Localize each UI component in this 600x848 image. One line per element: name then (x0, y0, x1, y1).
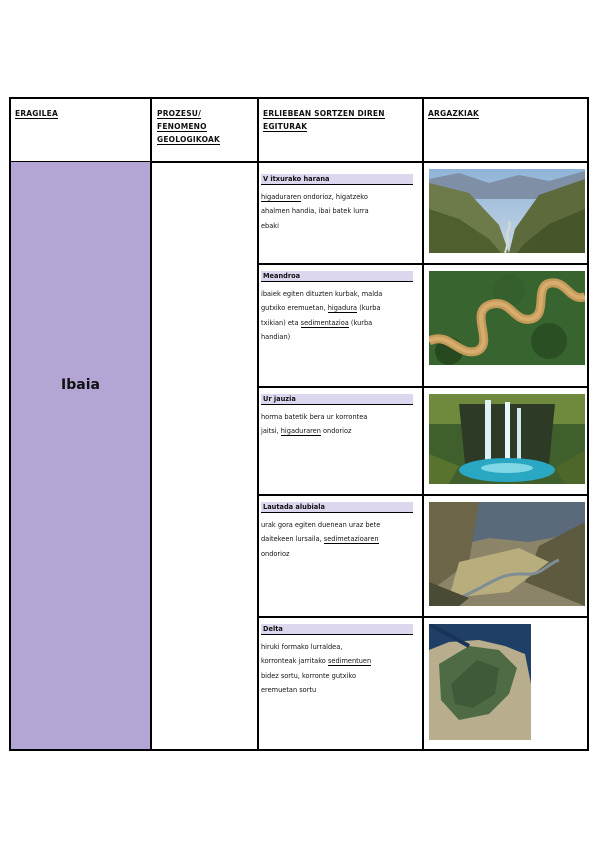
v-shaped-valley-photo (429, 169, 585, 253)
geology-table (9, 97, 589, 751)
underlined-term: higaduraren (261, 192, 302, 201)
description-text: (kurba (348, 318, 373, 327)
description-text: hiruki formako lurraldea, (261, 642, 343, 651)
underlined-term: sedimentazioa (300, 318, 349, 327)
meander-photo (429, 271, 585, 365)
structure-description (261, 518, 419, 562)
description-line (261, 301, 419, 316)
description-text: ibaiek egiten dituzten kurbak, malda (261, 289, 383, 298)
underlined-term: sedimentuen (327, 657, 372, 665)
structure-description (261, 410, 419, 439)
description-text: ondorioz (261, 549, 290, 558)
structure-title: Meandroa (261, 271, 413, 282)
description-line (261, 518, 419, 533)
row-divider (257, 494, 587, 496)
description-line (261, 532, 419, 547)
description-text: gutxiko eremuetan, (261, 304, 328, 312)
structure-title: V itxurako harana (261, 174, 413, 185)
header-agent: ERAGILEA (15, 109, 58, 118)
column-divider (150, 99, 152, 749)
row-structure (261, 500, 419, 561)
description-text: ondorioz, higatzeko (301, 192, 368, 201)
structure-description (261, 287, 419, 345)
description-line (261, 219, 419, 234)
structure-title: Lautada alubiala (261, 502, 413, 513)
description-text: daitekeen lursaila, (261, 535, 324, 543)
row-divider (257, 263, 587, 265)
description-line (261, 669, 419, 684)
structure-title: Ur jauzia (261, 394, 413, 405)
description-text: horma batetik bera ur korrontea (261, 412, 368, 421)
description-text: (kurba (357, 304, 381, 312)
description-line (261, 683, 419, 698)
description-line (261, 190, 419, 205)
description-line (261, 424, 419, 439)
underlined-term: higaduraren (280, 427, 321, 435)
description-line (261, 316, 419, 331)
underlined-term: higadura (327, 304, 358, 312)
agent-label: Ibaia (61, 377, 100, 393)
description-text: jaitsi, (261, 427, 281, 435)
description-line (261, 330, 419, 345)
row-divider (257, 386, 587, 388)
description-text: bidez sortu, korronte gutxiko (261, 671, 356, 680)
row-structure (261, 269, 419, 345)
description-line (261, 654, 419, 669)
waterfall-photo (429, 394, 585, 484)
column-divider (422, 99, 424, 749)
column-divider (257, 99, 259, 749)
description-text: ebaki (261, 221, 279, 230)
description-line (261, 204, 419, 219)
description-text: ahalmen handia, ibai batek lurra (261, 207, 369, 215)
header-photos: ARGAZKIAK (428, 109, 479, 118)
row-structure (261, 172, 419, 233)
header-structures: ERLIEBEAN SORTZEN DIREN EGITURAK (263, 109, 385, 131)
description-text: urak gora egiten duenean uraz bete (261, 520, 381, 529)
description-text: handian) (261, 333, 291, 341)
underlined-term: sedimetazioaren (323, 535, 379, 543)
delta-photo (429, 624, 531, 740)
description-line (261, 640, 419, 655)
description-line (261, 287, 419, 302)
structure-title: Delta (261, 624, 413, 635)
description-text: korronteak jarritako (261, 657, 328, 665)
row-structure (261, 622, 419, 698)
row-divider (257, 616, 587, 618)
row-structure (261, 392, 419, 439)
structure-description (261, 190, 419, 234)
header-process: PROZESU/ FENOMENO GEOLOGIKOAK (157, 109, 220, 144)
description-text: txikian) eta (261, 318, 301, 327)
description-line (261, 410, 419, 425)
alluvial-plain-photo (429, 502, 585, 606)
agent-cell (11, 162, 150, 749)
structure-description (261, 640, 419, 698)
description-text: ondorioz (320, 427, 352, 435)
description-text: eremuetan sortu (261, 686, 317, 694)
description-line (261, 547, 419, 562)
